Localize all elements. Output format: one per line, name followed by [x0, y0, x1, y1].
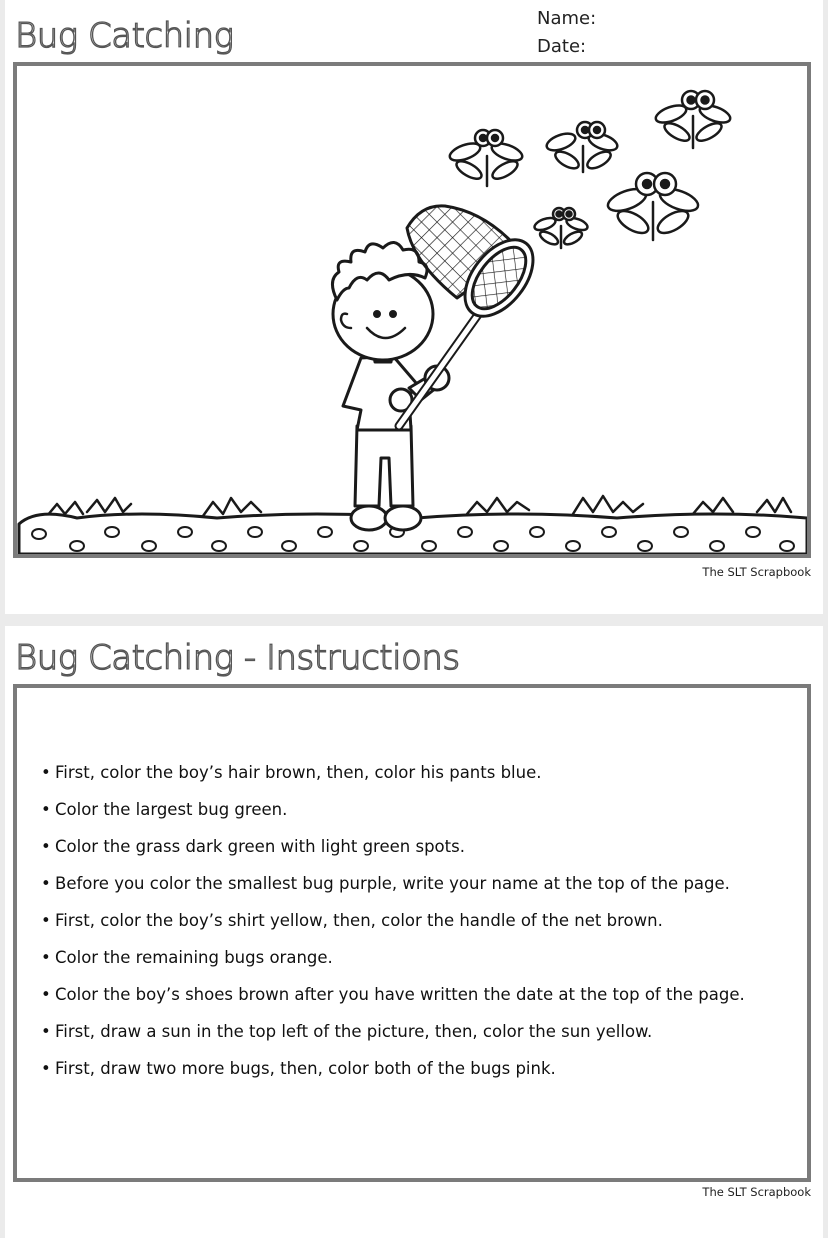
name-label: Name:: [537, 8, 597, 29]
bug-4-largest: [605, 173, 701, 240]
instruction-item: • Color the largest bug green.: [41, 791, 801, 828]
bug-5-smallest: [533, 208, 589, 248]
picture-frame: [13, 62, 811, 558]
instructions-frame: [13, 684, 811, 1182]
credit-text: The SLT Scrapbook: [702, 565, 811, 579]
instructions-list: [41, 754, 801, 1087]
instruction-item: • First, color the boy’s hair brown, then, color his pants blue.: [41, 754, 801, 791]
bug-1: [448, 130, 525, 186]
bug-3: [654, 91, 733, 148]
instruction-item: • Color the boy’s shoes brown after you have written the date at the top of the page.: [41, 976, 801, 1013]
instruction-item: • Color the remaining bugs orange.: [41, 939, 801, 976]
worksheet-page: [5, 0, 823, 614]
bug-2: [545, 122, 620, 172]
credit-text: The SLT Scrapbook: [702, 1185, 811, 1199]
worksheet-title: Bug Catching: [15, 16, 234, 56]
instruction-item: • First, draw a sun in the top left of the picture, then, color the sun yellow.: [41, 1013, 801, 1050]
bug-catching-illustration: [17, 66, 807, 554]
instructions-title: Bug Catching - Instructions: [15, 638, 460, 678]
instruction-item: • First, color the boy’s shirt yellow, then, color the handle of the net brown.: [41, 902, 801, 939]
instruction-item: • First, draw two more bugs, then, color both of the bugs pink.: [41, 1050, 801, 1087]
instruction-item: • Color the grass dark green with light green spots.: [41, 828, 801, 865]
instructions-page: [5, 626, 823, 1238]
instruction-item: • Before you color the smallest bug purple, write your name at the top of the page.: [41, 865, 801, 902]
date-label: Date:: [537, 36, 587, 57]
